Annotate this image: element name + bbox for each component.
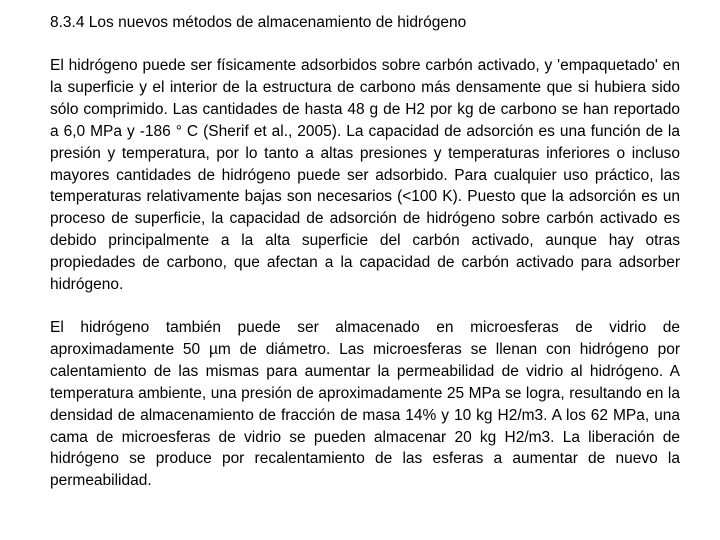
- paragraph-activated-carbon: El hidrógeno puede ser físicamente adsorbidos sobre carbón activado, y 'empaquetado' en la superficie y el interior de la estructura de carbono más densamente que si hubiera sido sólo comprimido. Las cantidades de hasta 48 g de H2 por kg de carbono se han reportado a 6,0 MPa y -186 ° C (Sherif et al., 2005). La capacidad de adsorción es una función de la presión y temperatura, por lo tanto a altas presiones y temperaturas inferiores o incluso mayores cantidades de hidrógeno puede ser adsorbido. Para cualquier uso práctico, las temperaturas relativamente bajas son necesarios (<100 K). Puesto que la adsorción es un proceso de superficie, la capacidad de adsorción de hidrógeno sobre carbón activado es debido principalmente a la alta superficie del carbón activado, aunque hay otras propiedades de carbono, que afectan a la capacidad de carbón activado para adsorber hidrógeno.: [50, 57, 680, 294]
- section-heading: 8.3.4 Los nuevos métodos de almacenamiento de hidrógeno: [50, 14, 467, 31]
- paragraph-glass-microspheres: El hidrógeno también puede ser almacenado en microesferas de vidrio de aproximadamente 50 µm de diámetro. Las microesferas se llenan con hidrógeno por calentamiento de las mismas para aumentar la permeabilidad de vidrio al hidrógeno. A temperatura ambiente, una presión de aproximadamente 25 MPa se logra, resultando en la densidad de almacenamiento de fracción de masa 14% y 10 kg H2/m3. A los 62 MPa, una cama de microesferas de vidrio se pueden almacenar 20 kg H2/m3. La liberación de hidrógeno se produce por recalentamiento de las esferas a aumentar de nuevo la permeabilidad.: [50, 318, 680, 490]
